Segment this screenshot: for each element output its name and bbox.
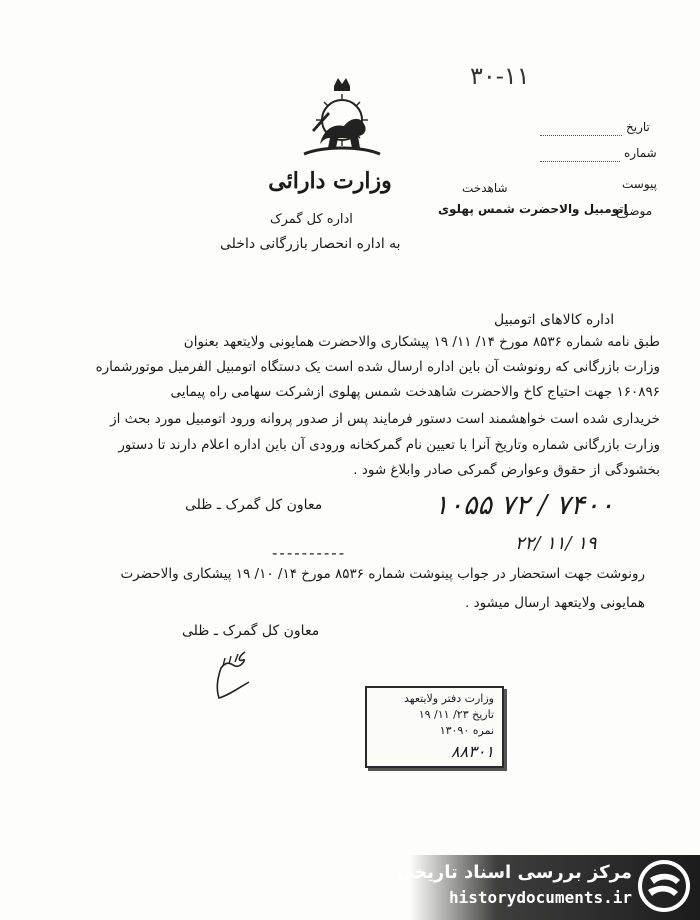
paragraph-line: طبق نامه شماره ۸۵۳۶ مورخ ۱۴/ ۱۱/ ۱۹ پیشکاری والاحضرت همایونی ولایتعهد بعنوان <box>183 334 660 350</box>
attachment-label: پیوست <box>622 177 657 191</box>
number-label: شماره <box>624 146 657 160</box>
paragraph-line: وزارت بازرگانی که رونوشت آن باین اداره ارسال شده است یک دستگاه اتومبیل الفرمیل موتورشماره <box>95 359 660 375</box>
paragraph-line: ۱۶۰۸۹۶ جهت احتیاج کاخ والاحضرت شاهدخت شمس پهلوی ازشرکت سهامی راه پیمایی <box>170 384 660 400</box>
separator: ---------- <box>272 544 347 562</box>
registry-stamp <box>365 686 504 768</box>
handwritten-date: ۲۲/ ۱۱/ ۱۹ <box>515 533 597 554</box>
stamp-line-2: تاریخ ۲۳/ ۱۱/ ۱۹ <box>418 708 494 721</box>
signature-line-2: معاون کل گمرک ـ ظلی <box>182 623 320 639</box>
paragraph-line: وزارت بازرگانی شماره وتاریخ آنرا با تعیین نام گمرکخانه ورودی آن باین اداره اعلام دارند تا دستور <box>118 437 660 453</box>
date-line <box>540 134 622 136</box>
paragraph-line: خریداری شده است خواهشمند است دستور فرمایند پس از صدور پروانه ورود اتومبیل مورد بحث از <box>110 411 660 427</box>
handwritten-number: ۱۰۵۵ ۷۲ / ۷۴۰۰ <box>434 490 614 521</box>
reference-number: ۳۰-۱۱ <box>470 62 530 90</box>
footer-organization: مرکز بررسی اسناد تاریخی <box>395 862 632 883</box>
footer-website[interactable]: historydocuments.ir <box>448 888 632 907</box>
ministry-title: وزارت دارائی <box>268 168 392 194</box>
attachment-value: شاهدخت <box>462 181 508 195</box>
stamp-line-3: نمره ۱۳۰۹۰ <box>439 724 494 737</box>
addressee: به اداره انحصار بازرگانی داخلی <box>220 236 401 252</box>
paragraph-line: بخشودگی از حقوق وعوارض گمرکی صادر وابلاغ شود . <box>353 462 660 478</box>
number-line <box>540 160 620 162</box>
lion-and-sun-emblem <box>294 72 390 168</box>
office-title: اداره کالاهای اتومبیل <box>494 312 615 328</box>
signature-line-1: معاون کل گمرک ـ ظلی <box>185 497 323 513</box>
date-label: تاریخ <box>626 120 650 134</box>
stamp-line-1: وزارت دفتر ولایتعهد <box>403 692 494 705</box>
stamp-number: ۸۸۳۰۱ <box>451 742 494 761</box>
signature-scribble <box>205 646 265 706</box>
sub-department: اداره کل گمرک <box>270 212 353 227</box>
archive-logo-icon <box>636 858 692 914</box>
cc-line: همایونی ولایتعهد ارسال میشود . <box>465 595 645 611</box>
cc-line: رونوشت جهت استحضار در جواب پینوشت شماره ۸۵۳۶ مورخ ۱۴/ ۱۰/ ۱۹ پیشکاری والاحضرت <box>120 566 645 582</box>
subject-value: اتومبیل والاحضرت شمس پهلوی <box>438 202 628 216</box>
subject-label: موضوع <box>616 204 653 218</box>
